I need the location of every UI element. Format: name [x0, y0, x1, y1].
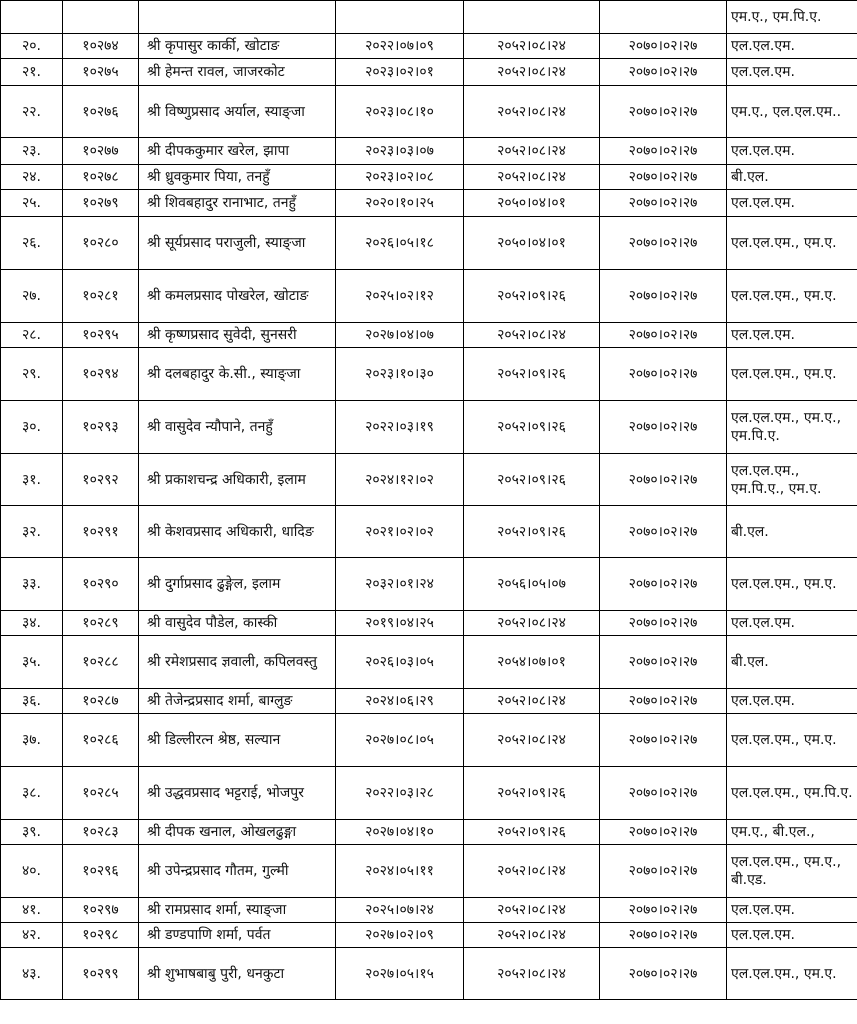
appointment-date-cell: २०५२।०९।२६	[464, 270, 600, 323]
table-row	[1, 270, 857, 323]
appointment-date-cell: २०५२।०८।२४	[464, 714, 600, 767]
cell-empty	[464, 1, 600, 34]
registration-number-cell: १०२८०	[63, 217, 139, 270]
qualification-cell: एल.एल.एम., एम.ए., बी.एड.	[727, 845, 857, 898]
permanent-date-cell: २०७०।०२।२७	[600, 348, 727, 401]
table-row	[1, 190, 857, 217]
table-row	[1, 454, 857, 506]
name-address-cell: श्री दीपककुमार खरेल, झापा	[139, 138, 336, 165]
registration-number-cell: १०२७८	[63, 165, 139, 190]
qualification-cell: एल.एल.एम.	[727, 689, 857, 714]
serial-number-cell: २३.	[1, 138, 63, 165]
birth-date-cell: २०२१।०२।०२	[336, 506, 464, 558]
qualification-cell: एल.एल.एम.	[727, 898, 857, 923]
qualification-cell: एल.एल.एम.	[727, 34, 857, 59]
serial-number-cell: २९.	[1, 348, 63, 401]
qualification-cell: एल.एल.एम., एम.ए.	[727, 348, 857, 401]
cell-empty	[336, 1, 464, 34]
name-address-cell: श्री ध्रुवकुमार पिया, तनहुँ	[139, 165, 336, 190]
table-row	[1, 898, 857, 923]
qualification-cell: एल.एल.एम., एम.ए., एम.पि.ए.	[727, 401, 857, 454]
serial-number-cell: ३९.	[1, 820, 63, 845]
table-row	[1, 138, 857, 165]
registration-number-cell: १०२७४	[63, 34, 139, 59]
permanent-date-cell: २०७०।०२।२७	[600, 59, 727, 86]
qualification-cell: एम.ए., एल.एल.एम..	[727, 86, 857, 138]
birth-date-cell: २०२३।०२।०१	[336, 59, 464, 86]
table-row	[1, 34, 857, 59]
name-address-cell: श्री हेमन्त रावल, जाजरकोट	[139, 59, 336, 86]
appointment-date-cell: २०५२।०८।२४	[464, 138, 600, 165]
appointment-date-cell: २०५२।०९।२६	[464, 401, 600, 454]
qualification-cell: एल.एल.एम.	[727, 59, 857, 86]
birth-date-cell: २०२५।०२।१२	[336, 270, 464, 323]
table-row	[1, 636, 857, 689]
appointment-date-cell: २०५०।०४।०१	[464, 190, 600, 217]
name-address-cell: श्री प्रकाशचन्द्र अधिकारी, इलाम	[139, 454, 336, 506]
permanent-date-cell: २०७०।०२।२७	[600, 845, 727, 898]
birth-date-cell: २०२०।१०।२५	[336, 190, 464, 217]
name-address-cell: श्री उद्धवप्रसाद भट्टराई, भोजपुर	[139, 767, 336, 820]
cell-empty	[1, 1, 63, 34]
birth-date-cell: २०२३।०३।०७	[336, 138, 464, 165]
cell-empty	[139, 1, 336, 34]
table-row	[1, 923, 857, 948]
table-row	[1, 820, 857, 845]
qualification-cell: एल.एल.एम.	[727, 138, 857, 165]
appointment-date-cell: २०५२।०९।२६	[464, 820, 600, 845]
registration-number-cell: १०२८३	[63, 820, 139, 845]
registration-number-cell: १०२९४	[63, 348, 139, 401]
serial-number-cell: ३८.	[1, 767, 63, 820]
name-address-cell: श्री कृष्णप्रसाद सुवेदी, सुनसरी	[139, 323, 336, 348]
registration-number-cell: १०२९८	[63, 923, 139, 948]
appointment-date-cell: २०५२।०८।२४	[464, 611, 600, 636]
appointment-date-cell: २०५४।०७।०१	[464, 636, 600, 689]
qualification-cell: एल.एल.एम.	[727, 323, 857, 348]
qualification-cell: एम.ए., एम.पि.ए.	[727, 1, 857, 34]
qualification-cell: बी.एल.	[727, 506, 857, 558]
birth-date-cell: २०२२।०७।०९	[336, 34, 464, 59]
serial-number-cell: २६.	[1, 217, 63, 270]
name-address-cell: श्री शिवबहादुर रानाभाट, तनहुँ	[139, 190, 336, 217]
registration-number-cell: १०२८७	[63, 689, 139, 714]
table-row	[1, 348, 857, 401]
permanent-date-cell: २०७०।०२।२७	[600, 714, 727, 767]
name-address-cell: श्री दीपक खनाल, ओखलढुङ्गा	[139, 820, 336, 845]
registration-number-cell: १०२९३	[63, 401, 139, 454]
appointment-date-cell: २०५२।०८।२४	[464, 86, 600, 138]
permanent-date-cell: २०७०।०२।२७	[600, 323, 727, 348]
serial-number-cell: ३०.	[1, 401, 63, 454]
qualification-cell: एल.एल.एम.	[727, 611, 857, 636]
birth-date-cell: २०१९।०४।२५	[336, 611, 464, 636]
name-address-cell: श्री रामप्रसाद शर्मा, स्याङ्जा	[139, 898, 336, 923]
table-row	[1, 611, 857, 636]
qualification-cell: एम.ए., बी.एल.,	[727, 820, 857, 845]
serial-number-cell: ४१.	[1, 898, 63, 923]
qualification-cell: एल.एल.एम.	[727, 923, 857, 948]
registration-number-cell: १०२९०	[63, 558, 139, 611]
registration-number-cell: १०२७६	[63, 86, 139, 138]
table-header-row	[1, 1, 857, 34]
table-row	[1, 86, 857, 138]
serial-number-cell: ४०.	[1, 845, 63, 898]
name-address-cell: श्री विष्णुप्रसाद अर्याल, स्याङ्जा	[139, 86, 336, 138]
appointment-date-cell: २०५६।०५।०७	[464, 558, 600, 611]
permanent-date-cell: २०७०।०२।२७	[600, 767, 727, 820]
appointment-date-cell: २०५२।०९।२६	[464, 454, 600, 506]
appointment-date-cell: २०५२।०८।२४	[464, 165, 600, 190]
permanent-date-cell: २०७०।०२।२७	[600, 165, 727, 190]
name-address-cell: श्री कमलप्रसाद पोखरेल, खोटाङ	[139, 270, 336, 323]
name-address-cell: श्री रमेशप्रसाद ज्ञवाली, कपिलवस्तु	[139, 636, 336, 689]
permanent-date-cell: २०७०।०२।२७	[600, 820, 727, 845]
table-row	[1, 165, 857, 190]
cell-empty	[600, 1, 727, 34]
birth-date-cell: २०२७।०५।१५	[336, 948, 464, 1000]
qualification-cell: एल.एल.एम., एम.ए.	[727, 714, 857, 767]
permanent-date-cell: २०७०।०२।२७	[600, 689, 727, 714]
appointment-date-cell: २०५२।०८।२४	[464, 59, 600, 86]
birth-date-cell: २०३२।०१।२४	[336, 558, 464, 611]
serial-number-cell: ३२.	[1, 506, 63, 558]
name-address-cell: श्री दुर्गाप्रसाद ढुङ्गेल, इलाम	[139, 558, 336, 611]
serial-number-cell: २५.	[1, 190, 63, 217]
birth-date-cell: २०२३।१०।३०	[336, 348, 464, 401]
serial-number-cell: २०.	[1, 34, 63, 59]
table-row	[1, 845, 857, 898]
registration-number-cell: १०२८१	[63, 270, 139, 323]
permanent-date-cell: २०७०।०२।२७	[600, 611, 727, 636]
permanent-date-cell: २०७०।०२।२७	[600, 636, 727, 689]
registration-number-cell: १०२८९	[63, 611, 139, 636]
serial-number-cell: २८.	[1, 323, 63, 348]
serial-number-cell: २४.	[1, 165, 63, 190]
permanent-date-cell: २०७०।०२।२७	[600, 34, 727, 59]
name-address-cell: श्री वासुदेव न्यौपाने, तनहुँ	[139, 401, 336, 454]
birth-date-cell: २०२६।०५।१८	[336, 217, 464, 270]
cell-empty	[63, 1, 139, 34]
serial-number-cell: ३६.	[1, 689, 63, 714]
permanent-date-cell: २०७०।०२।२७	[600, 190, 727, 217]
permanent-date-cell: २०७०।०२।२७	[600, 923, 727, 948]
birth-date-cell: २०२२।०३।१९	[336, 401, 464, 454]
birth-date-cell: २०२२।०३।२८	[336, 767, 464, 820]
permanent-date-cell: २०७०।०२।२७	[600, 401, 727, 454]
registration-number-cell: १०२९२	[63, 454, 139, 506]
registration-number-cell: १०२७७	[63, 138, 139, 165]
qualification-cell: एल.एल.एम., एम.पि.ए.	[727, 767, 857, 820]
table-row	[1, 689, 857, 714]
appointment-date-cell: २०५२।०८।२४	[464, 948, 600, 1000]
name-address-cell: श्री तेजेन्द्रप्रसाद शर्मा, बाग्लुङ	[139, 689, 336, 714]
name-address-cell: श्री उपेन्द्रप्रसाद गौतम, गुल्मी	[139, 845, 336, 898]
permanent-date-cell: २०७०।०२।२७	[600, 558, 727, 611]
registration-number-cell: १०२९७	[63, 898, 139, 923]
registration-number-cell: १०२७५	[63, 59, 139, 86]
permanent-date-cell: २०७०।०२।२७	[600, 898, 727, 923]
permanent-date-cell: २०७०।०२।२७	[600, 506, 727, 558]
birth-date-cell: २०२४।०६।२९	[336, 689, 464, 714]
permanent-date-cell: २०७०।०२।२७	[600, 270, 727, 323]
table-row	[1, 217, 857, 270]
table-row	[1, 767, 857, 820]
registration-number-cell: १०२९९	[63, 948, 139, 1000]
serial-number-cell: ३३.	[1, 558, 63, 611]
serial-number-cell: ४३.	[1, 948, 63, 1000]
appointment-date-cell: २०५२।०९।२६	[464, 506, 600, 558]
name-address-cell: श्री दलबहादुर के.सी., स्याङ्जा	[139, 348, 336, 401]
permanent-date-cell: २०७०।०२।२७	[600, 454, 727, 506]
qualification-cell: एल.एल.एम., एम.ए.	[727, 270, 857, 323]
registration-number-cell: १०२९१	[63, 506, 139, 558]
registration-number-cell: १०२८६	[63, 714, 139, 767]
name-address-cell: श्री वासुदेव पौडेल, कास्की	[139, 611, 336, 636]
appointment-date-cell: २०५२।०८।२४	[464, 323, 600, 348]
name-address-cell: श्री केशवप्रसाद अधिकारी, धादिङ	[139, 506, 336, 558]
appointment-date-cell: २०५२।०८।२४	[464, 689, 600, 714]
permanent-date-cell: २०७०।०२।२७	[600, 138, 727, 165]
serial-number-cell: ३४.	[1, 611, 63, 636]
appointment-date-cell: २०५२।०९।२६	[464, 767, 600, 820]
appointment-date-cell: २०५२।०८।२४	[464, 34, 600, 59]
serial-number-cell: ३७.	[1, 714, 63, 767]
serial-number-cell: ३१.	[1, 454, 63, 506]
appointment-date-cell: २०५२।०८।२४	[464, 923, 600, 948]
table-row	[1, 948, 857, 1000]
serial-number-cell: २१.	[1, 59, 63, 86]
name-address-cell: श्री कृपासुर कार्की, खोटाङ	[139, 34, 336, 59]
permanent-date-cell: २०७०।०२।२७	[600, 217, 727, 270]
birth-date-cell: २०२६।०३।०५	[336, 636, 464, 689]
appointment-date-cell: २०५२।०८।२४	[464, 898, 600, 923]
qualification-cell: एल.एल.एम.	[727, 190, 857, 217]
appointment-date-cell: २०५०।०४।०१	[464, 217, 600, 270]
birth-date-cell: २०२७।०४।१०	[336, 820, 464, 845]
qualification-cell: एल.एल.एम., एम.ए.	[727, 558, 857, 611]
registration-number-cell: १०२७९	[63, 190, 139, 217]
appointment-date-cell: २०५२।०८।२४	[464, 845, 600, 898]
name-address-cell: श्री डण्डपाणि शर्मा, पर्वत	[139, 923, 336, 948]
table-row	[1, 558, 857, 611]
qualification-cell: बी.एल.	[727, 636, 857, 689]
table-row	[1, 401, 857, 454]
qualification-cell: बी.एल.	[727, 165, 857, 190]
permanent-date-cell: २०७०।०२।२७	[600, 86, 727, 138]
serial-number-cell: ४२.	[1, 923, 63, 948]
birth-date-cell: २०२७।०२।०९	[336, 923, 464, 948]
registration-number-cell: १०२८५	[63, 767, 139, 820]
registration-number-cell: १०२९६	[63, 845, 139, 898]
serial-number-cell: २२.	[1, 86, 63, 138]
serial-number-cell: २७.	[1, 270, 63, 323]
birth-date-cell: २०२४।०५।११	[336, 845, 464, 898]
name-address-cell: श्री शुभाषबाबु पुरी, धनकुटा	[139, 948, 336, 1000]
registration-number-cell: १०२९५	[63, 323, 139, 348]
appointment-date-cell: २०५२।०९।२६	[464, 348, 600, 401]
table-row	[1, 714, 857, 767]
table-row	[1, 59, 857, 86]
birth-date-cell: २०२५।०७।२४	[336, 898, 464, 923]
serial-number-cell: ३५.	[1, 636, 63, 689]
permanent-date-cell: २०७०।०२।२७	[600, 948, 727, 1000]
qualification-cell: एल.एल.एम., एम.पि.ए., एम.ए.	[727, 454, 857, 506]
qualification-cell: एल.एल.एम., एम.ए.	[727, 948, 857, 1000]
birth-date-cell: २०२४।१२।०२	[336, 454, 464, 506]
table-row	[1, 506, 857, 558]
table-row	[1, 323, 857, 348]
birth-date-cell: २०२७।०४।०७	[336, 323, 464, 348]
birth-date-cell: २०२३।०८।१०	[336, 86, 464, 138]
birth-date-cell: २०२७।०८।०५	[336, 714, 464, 767]
name-address-cell: श्री सूर्यप्रसाद पराजुली, स्याङ्जा	[139, 217, 336, 270]
name-address-cell: श्री डिल्लीरत्न श्रेष्ठ, सल्यान	[139, 714, 336, 767]
registration-number-cell: १०२८८	[63, 636, 139, 689]
qualification-cell: एल.एल.एम., एम.ए.	[727, 217, 857, 270]
birth-date-cell: २०२३।०२।०८	[336, 165, 464, 190]
